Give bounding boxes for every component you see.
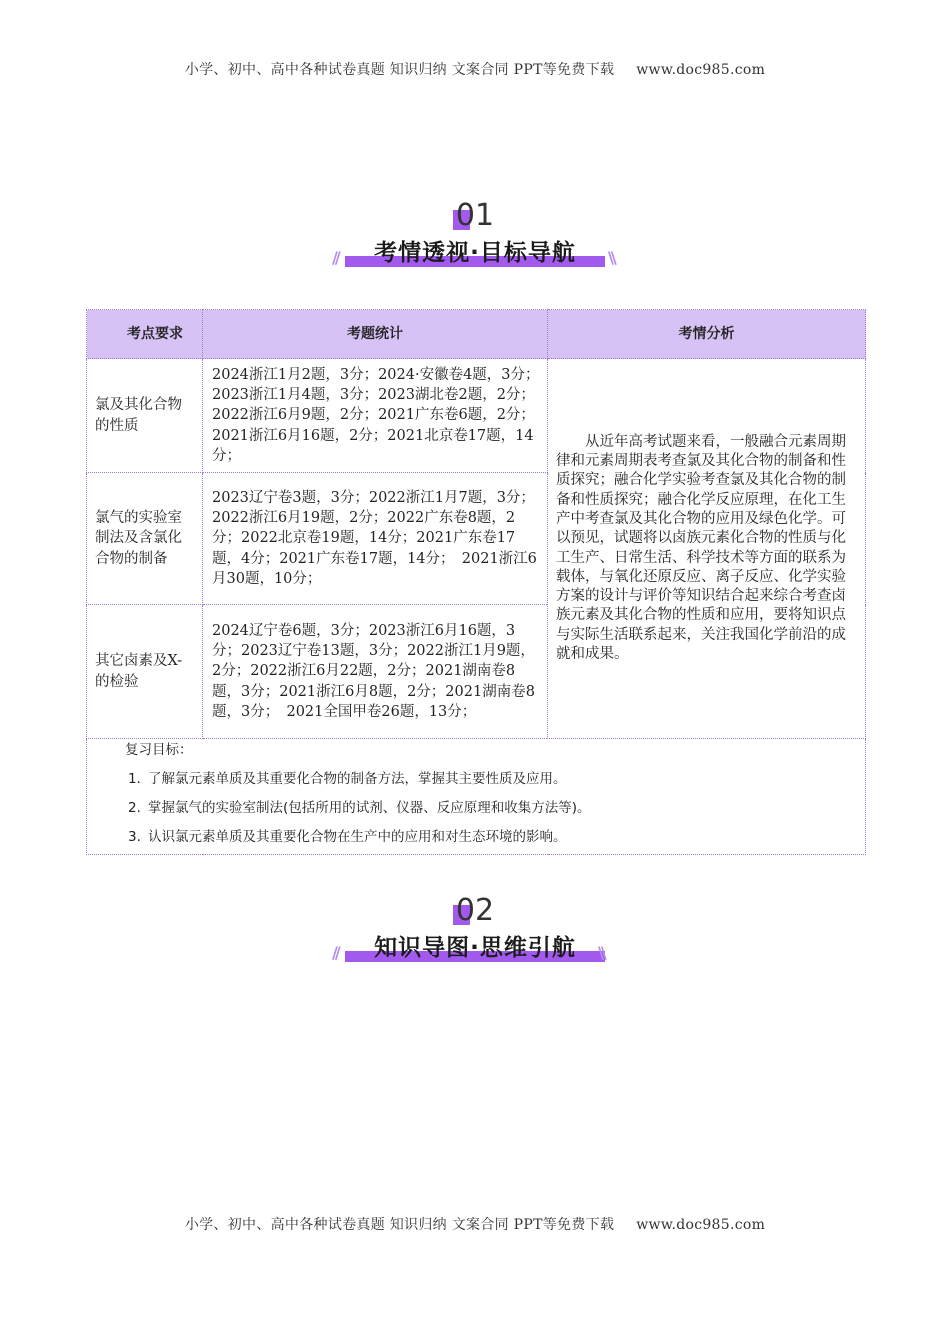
analysis-cell: 从近年高考试题来看，一般融合元素周期律和元素周期表考查氯及其化合物的制备和性质探究；融合化学实验考查氯及其化合物的制备和性质探究；融合化学反应原理，在化工生产中考查氯及其化合物的应用及绿色化学。可以预见，试题将以卤族元素化合物的性质与化工生产、日常生活、科学技术等方面的联系为载体，与氧化还原反应、离子反应、化学实验方案的设计与评价等知识结合起来综合考查卤族元素及其化合物的性质和应用，要将知识点与实际生活联系起来，关注我国化学前沿的成就和成果。 — [548, 359, 866, 739]
header-topic: 考点要求 — [87, 310, 203, 359]
stats-cell: 2024浙江1月2题，3分；2024·安徽卷4题，3分；2023浙江1月4题，3分；2023湖北卷2题，2分；2022浙江6月9题，2分；2021广东卷6题，2分；2021浙江6月16题，2分；2021北京卷17题，14分； — [203, 359, 548, 473]
review-goals — [87, 739, 866, 855]
topic-cell: 氯气的实验室制法及含氯化合物的制备 — [87, 473, 203, 605]
goal-item — [127, 770, 857, 788]
section-number: 02 — [0, 895, 950, 927]
topic-cell: 氯及其化合物的性质 — [87, 359, 203, 473]
section-02-heading — [0, 895, 950, 975]
goal-number: 2. — [128, 800, 141, 816]
table-row — [87, 359, 866, 473]
section-title: 考情透视·目标导航 — [374, 240, 576, 266]
header-text: 小学、初中、高中各种试卷真题 知识归纳 文案合同 PPT等免费下载 — [184, 62, 615, 78]
goal-text: 认识氯元素单质及其重要化合物在生产中的应用和对生态环境的影响。 — [148, 829, 567, 845]
section-title-wrap — [0, 929, 950, 969]
slash-right-icon: \\ — [598, 943, 604, 962]
header-url[interactable]: www.doc985.com — [636, 62, 766, 78]
section-01-heading — [0, 200, 950, 280]
header-analysis: 考情分析 — [548, 310, 866, 359]
stats-cell: 2023辽宁卷3题，3分；2022浙江1月7题，3分；2022浙江6月19题，2分；2022广东卷8题，2分；2022北京卷19题，14分；2021广东卷17题，4分；2021广东卷17题，14分； 2021浙江6月30题，10分； — [203, 473, 548, 605]
slash-left-icon: // — [332, 248, 338, 267]
slash-right-icon: \\ — [608, 248, 614, 267]
goal-item — [127, 799, 857, 817]
goal-text: 掌握氯气的实验室制法(包括所用的试剂、仪器、反应原理和收集方法等)。 — [148, 800, 591, 816]
goal-number: 1． — [128, 771, 151, 787]
stats-cell: 2024辽宁卷6题，3分；2023浙江6月16题，3分；2023辽宁卷13题，3分；2022浙江1月9题，2分；2022浙江6月22题，2分；2021湖南卷8题，3分；2021浙江6月8题，2分；2021湖南卷8题，3分； 2021全国甲卷26题，13分； — [203, 605, 548, 739]
section-number: 01 — [0, 200, 950, 232]
goals-title: 复习目标： — [125, 742, 193, 758]
table-header-row — [87, 310, 866, 359]
slash-left-icon: // — [332, 943, 338, 962]
section-title: 知识导图·思维引航 — [374, 935, 576, 961]
topic-cell: 其它卤素及X-的检验 — [87, 605, 203, 739]
page-footer — [0, 1214, 950, 1234]
goal-item — [127, 828, 857, 846]
footer-url[interactable]: www.doc985.com — [636, 1217, 766, 1233]
section-title-wrap — [0, 234, 950, 274]
goal-text: 了解氯元素单质及其重要化合物的制备方法，掌握其主要性质及应用。 — [148, 771, 567, 787]
footer-text: 小学、初中、高中各种试卷真题 知识归纳 文案合同 PPT等免费下载 — [184, 1217, 615, 1233]
goal-number: 3. — [128, 829, 141, 845]
goals-row — [87, 739, 866, 855]
exam-analysis-table — [86, 309, 866, 855]
page-header — [0, 59, 950, 79]
header-stats: 考题统计 — [203, 310, 548, 359]
